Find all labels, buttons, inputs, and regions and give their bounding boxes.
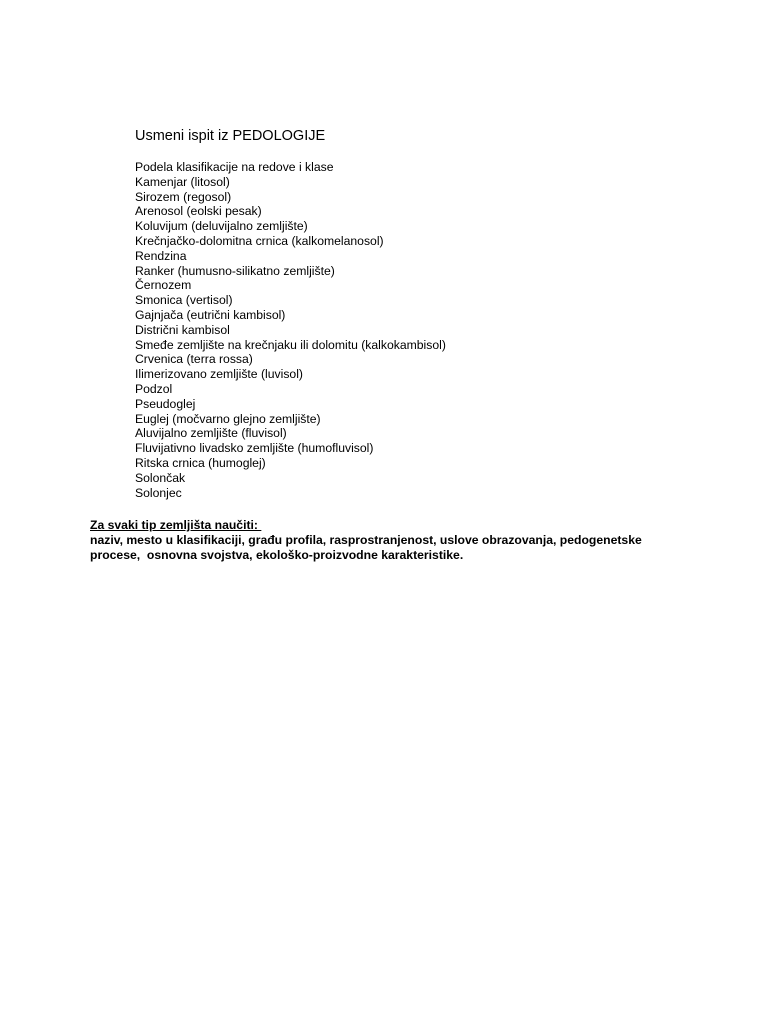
list-item-text: Černozem bbox=[135, 278, 192, 293]
document-title: Usmeni ispit iz PEDOLOGIJE bbox=[135, 128, 326, 144]
list-item-text: Podzol bbox=[135, 381, 173, 396]
list-item-text: Smonica (vertisol) bbox=[135, 293, 233, 308]
note-line: procese, osnovna svojstva, ekološko-proizvodne karakteristike. bbox=[90, 548, 464, 562]
list-item-text: Arenosol (eolski pesak) bbox=[135, 204, 262, 219]
list-item-text: Fluvijativno livadsko zemljište (humofluvisol) bbox=[135, 441, 374, 456]
list-item-text: Crvenica (terra rossa) bbox=[135, 352, 253, 367]
list-item-text: Distrični kambisol bbox=[135, 322, 230, 337]
list-item-text: Solončak bbox=[135, 470, 186, 485]
list-item-text: Rendzina bbox=[135, 248, 187, 263]
list-item-text: Smeđe zemljište na krečnjaku ili dolomitu (kalkokambisol) bbox=[135, 337, 446, 352]
list-item-text: Koluvijum (deluvijalno zemljište) bbox=[135, 219, 308, 234]
list-item-text: Krečnjačko-dolomitna crnica (kalkomelanosol) bbox=[135, 233, 384, 248]
note-heading: Za svaki tip zemljišta naučiti: bbox=[90, 518, 262, 532]
list-item-text: Euglej (močvarno glejno zemljište) bbox=[135, 411, 321, 426]
note-line: naziv, mesto u klasifikaciji, građu profila, rasprostranjenost, uslove obrazovanja, pedogenetske bbox=[90, 533, 642, 547]
list-item-text: Sirozem (regosol) bbox=[135, 189, 232, 204]
note-body bbox=[90, 533, 690, 563]
list-item-text: Ranker (humusno-silikatno zemljište) bbox=[135, 263, 335, 278]
list-item-text: Ritska crnica (humoglej) bbox=[135, 455, 266, 470]
list-item-text: Ilimerizovano zemljište (luvisol) bbox=[135, 367, 303, 382]
list-item-text: Gajnjača (eutrični kambisol) bbox=[135, 307, 286, 322]
list-item-text: Aluvijalno zemljište (fluvisol) bbox=[135, 426, 287, 441]
list-item-text: Podela klasifikacije na redove i klase bbox=[135, 160, 334, 174]
list-item-text: Kamenjar (litosol) bbox=[135, 174, 230, 189]
list-item-text: Pseudoglej bbox=[135, 396, 196, 411]
list-item-text: Solonjec bbox=[135, 485, 182, 500]
